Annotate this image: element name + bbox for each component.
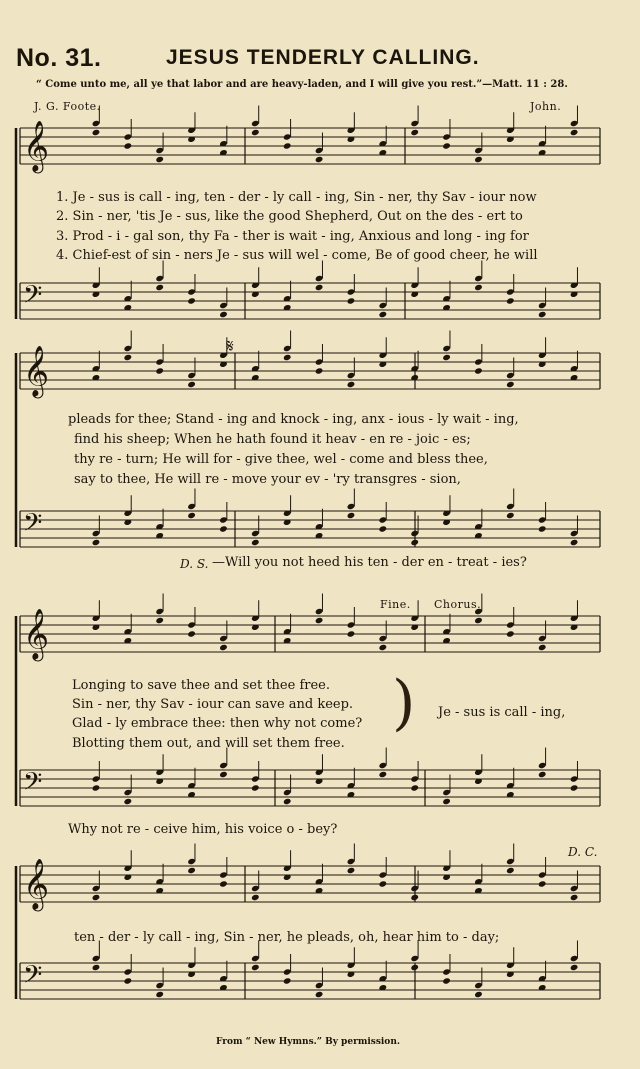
note-head bbox=[379, 880, 388, 887]
note-head bbox=[347, 512, 356, 519]
note-head bbox=[315, 284, 324, 291]
note-head bbox=[155, 156, 164, 163]
note-head bbox=[219, 771, 228, 778]
note-head bbox=[538, 644, 547, 651]
verse-4-line-1: 4. Chief-est of sin - ners Je - sus will wel - come, Be of good cheer, he will bbox=[56, 248, 538, 263]
verse-2-line-3: Sin - ner, thy Sav - iour can save and keep. bbox=[72, 697, 354, 712]
ds-label: D. S. bbox=[180, 557, 209, 571]
bass-lyric: Why not re - ceive him, his voice o - bey? bbox=[68, 822, 338, 837]
note-head bbox=[379, 311, 388, 318]
note-head bbox=[379, 771, 388, 778]
chorus-lyric: Je - sus is call - ing, bbox=[438, 705, 566, 720]
note-head bbox=[410, 784, 419, 791]
note-head bbox=[442, 354, 451, 361]
verse-2-line-1: 2. Sin - ner, 'tis Je - sus, like the good Shepherd, Out on the des - ert to bbox=[56, 209, 523, 224]
note-head bbox=[410, 894, 419, 901]
composer-credit: John. bbox=[530, 100, 562, 113]
note-head bbox=[315, 367, 324, 374]
note-head bbox=[347, 630, 356, 637]
note-head bbox=[219, 644, 228, 651]
note-head bbox=[155, 617, 164, 624]
note-head bbox=[187, 512, 196, 519]
verse-1-line-3: Longing to save thee and set thee free. bbox=[72, 678, 330, 693]
note-head bbox=[474, 284, 483, 291]
fine-marking: Fine. bbox=[380, 598, 411, 611]
treble-clef: 𝄞 bbox=[23, 120, 50, 172]
note-head bbox=[187, 381, 196, 388]
note-head bbox=[570, 129, 579, 136]
verse-3-line-1: 3. Prod - i - gal son, thy Fa - ther is wait - ing, Anxious and long - ing for bbox=[56, 229, 529, 244]
verse-3-line-2: thy re - turn; He will for - give thee, wel - come and bless thee, bbox=[74, 452, 488, 467]
note-head bbox=[570, 964, 579, 971]
bass-clef: 𝄢 bbox=[23, 280, 43, 316]
verse-2-line-2: find his sheep; When he hath found it heav - en re - joic - es; bbox=[74, 432, 471, 447]
note-head bbox=[251, 129, 260, 136]
note-head bbox=[538, 525, 547, 532]
note-head bbox=[379, 525, 388, 532]
chorus-marking: Chorus. bbox=[434, 598, 482, 611]
note-head bbox=[187, 297, 196, 304]
verse-4-line-3: Blotting them out, and will set them free. bbox=[72, 736, 345, 751]
segno-sign: 𝄋 bbox=[226, 336, 234, 357]
note-head bbox=[187, 867, 196, 874]
verse-bracket: ) bbox=[392, 668, 416, 738]
bass-clef: 𝄢 bbox=[23, 508, 43, 544]
note-head bbox=[92, 784, 101, 791]
verse-1-line-1: 1. Je - sus is call - ing, ten - der - ly call - ing, Sin - ner, thy Sav - iour now bbox=[56, 190, 537, 205]
note-head bbox=[155, 284, 164, 291]
note-head bbox=[538, 880, 547, 887]
note-head bbox=[410, 539, 419, 546]
dc-marking: D. C. bbox=[568, 845, 598, 859]
note-head bbox=[219, 311, 228, 318]
hymn-number: No. 31. bbox=[16, 44, 102, 72]
note-head bbox=[442, 977, 451, 984]
note-head bbox=[570, 539, 579, 546]
note-head bbox=[538, 311, 547, 318]
note-head bbox=[315, 991, 324, 998]
note-head bbox=[283, 354, 292, 361]
note-head bbox=[474, 991, 483, 998]
note-head bbox=[283, 142, 292, 149]
note-head bbox=[219, 525, 228, 532]
note-head bbox=[474, 617, 483, 624]
note-head bbox=[92, 964, 101, 971]
note-head bbox=[251, 964, 260, 971]
note-head bbox=[124, 142, 133, 149]
note-head bbox=[92, 539, 101, 546]
note-head bbox=[570, 894, 579, 901]
note-head bbox=[506, 381, 515, 388]
note-head bbox=[92, 894, 101, 901]
verse-3-line-3: Glad - ly embrace thee: then why not come? bbox=[72, 716, 363, 731]
note-head bbox=[410, 964, 419, 971]
note-head bbox=[474, 156, 483, 163]
note-head bbox=[124, 977, 133, 984]
note-head bbox=[251, 784, 260, 791]
treble-clef: 𝄞 bbox=[23, 608, 50, 660]
note-head bbox=[506, 512, 515, 519]
note-head bbox=[506, 630, 515, 637]
scripture-quote: “ Come unto me, all ye that labor and are heavy-laden, and I will give you rest.”—Matt. 11 : 28. bbox=[36, 79, 568, 90]
treble-clef: 𝄞 bbox=[23, 858, 50, 910]
note-head bbox=[219, 880, 228, 887]
note-head bbox=[379, 644, 388, 651]
note-head bbox=[474, 367, 483, 374]
note-head bbox=[347, 867, 356, 874]
note-head bbox=[124, 354, 133, 361]
footer-credit: From “ New Hymns.” By permission. bbox=[216, 1037, 400, 1047]
note-head bbox=[124, 798, 133, 805]
note-head bbox=[347, 297, 356, 304]
note-head bbox=[187, 630, 196, 637]
verse-4-line-2: say to thee, He will re - move your ev - 'ry transgres - sion, bbox=[74, 472, 461, 487]
bass-clef: 𝄢 bbox=[23, 960, 43, 996]
note-head bbox=[315, 617, 324, 624]
note-head bbox=[506, 297, 515, 304]
author-credit: J. G. Foote. bbox=[34, 100, 101, 113]
note-head bbox=[283, 798, 292, 805]
note-head bbox=[442, 798, 451, 805]
note-head bbox=[155, 991, 164, 998]
treble-clef: 𝄞 bbox=[23, 345, 50, 397]
note-head bbox=[155, 367, 164, 374]
final-lyric: ten - der - ly call - ing, Sin - ner, he pleads, oh, hear him to - day; bbox=[74, 930, 500, 945]
ds-lyric: —Will you not heed his ten - der en - treat - ies? bbox=[212, 555, 527, 570]
verse-1-line-2: pleads for thee; Stand - ing and knock - ing, anx - ious - ly wait - ing, bbox=[68, 412, 519, 427]
note-head bbox=[283, 977, 292, 984]
note-head bbox=[538, 771, 547, 778]
note-head bbox=[347, 381, 356, 388]
note-head bbox=[92, 129, 101, 136]
note-head bbox=[570, 784, 579, 791]
note-head bbox=[506, 867, 515, 874]
hymn-title: JESUS TENDERLY CALLING. bbox=[166, 46, 480, 69]
note-head bbox=[442, 142, 451, 149]
note-head bbox=[251, 894, 260, 901]
note-head bbox=[315, 156, 324, 163]
bass-clef: 𝄢 bbox=[23, 767, 43, 803]
note-head bbox=[410, 129, 419, 136]
note-head bbox=[251, 539, 260, 546]
